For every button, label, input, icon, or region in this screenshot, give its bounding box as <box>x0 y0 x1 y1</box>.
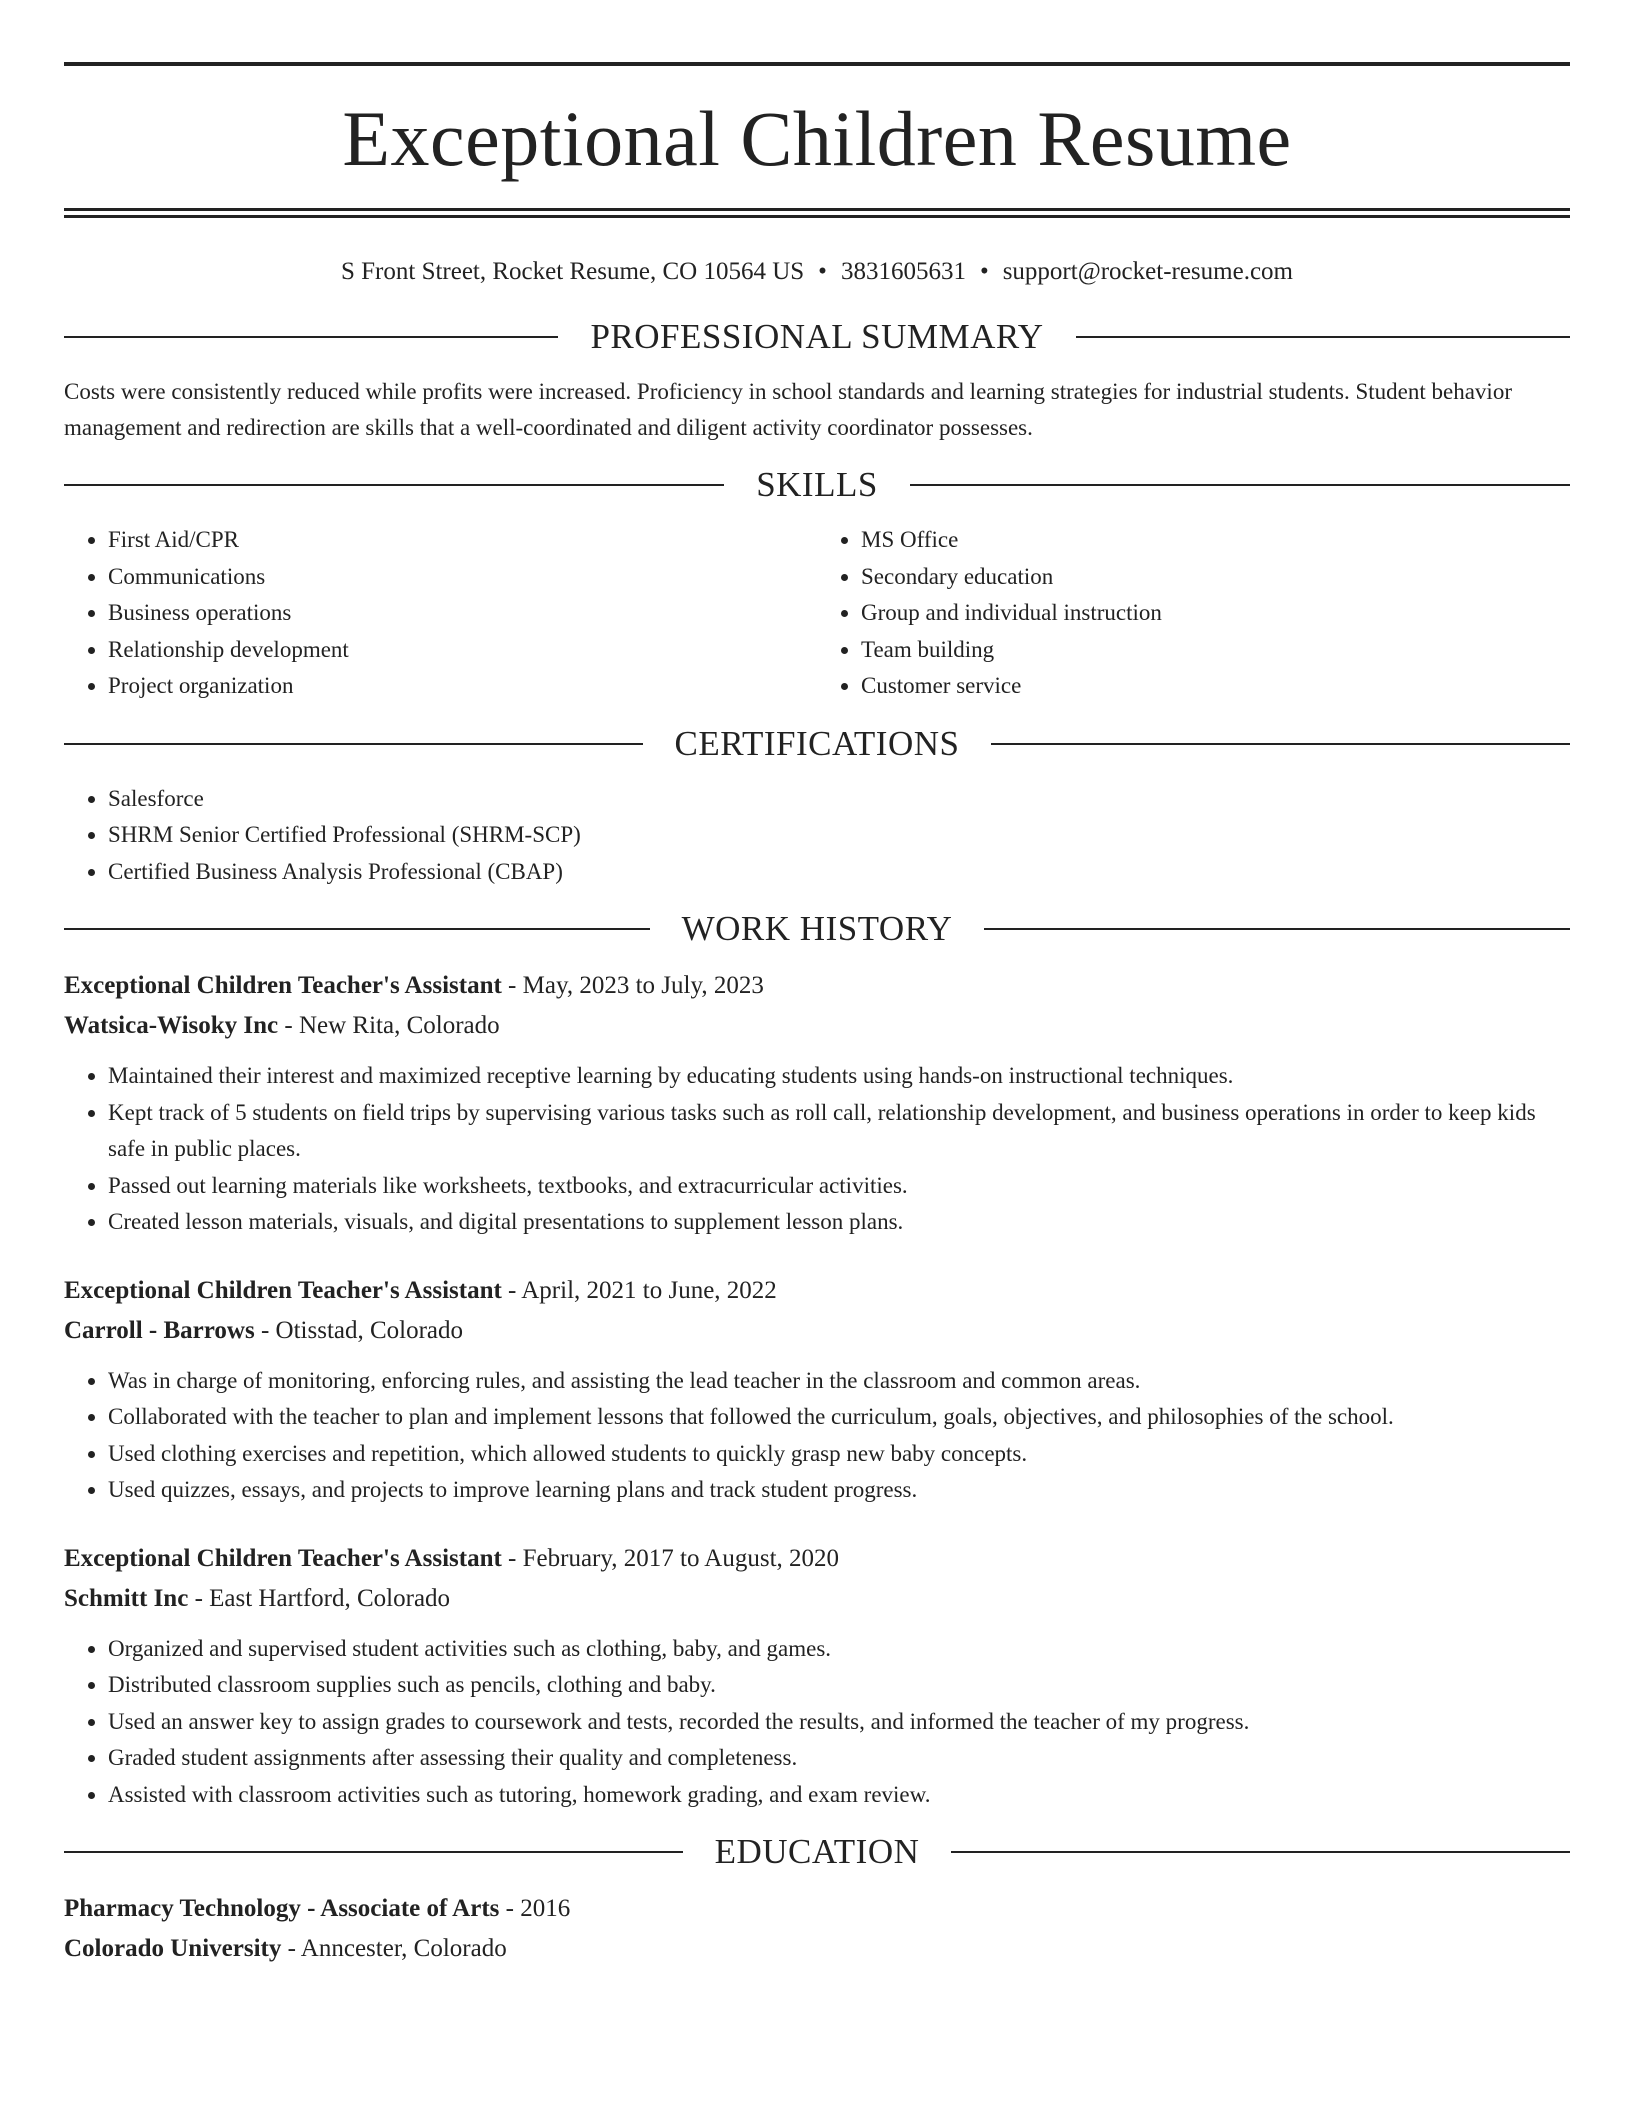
job-company-line <box>64 1006 1570 1046</box>
skill-item: • Relationship development <box>108 632 817 669</box>
job-company: Schmitt Inc <box>64 1584 189 1612</box>
contact-address: S Front Street, Rocket Resume, CO 10564 US <box>340 258 805 285</box>
job-location: - Otisstad, Colorado <box>260 1316 464 1344</box>
section-rule <box>64 484 724 486</box>
section-rule <box>64 928 650 930</box>
job-dates: - May, 2023 to July, 2023 <box>508 972 764 999</box>
job-bullets <box>64 1363 1570 1509</box>
contact-line <box>64 252 1570 292</box>
job-title: Exceptional Children Teacher's Assistant <box>64 1544 502 1572</box>
education-school-line <box>64 1929 1570 1969</box>
education-year: - 2016 <box>505 1895 571 1922</box>
section-header-work-history <box>64 904 1570 954</box>
job-location: - New Rita, Colorado <box>284 1012 500 1039</box>
job-dates: - April, 2021 to June, 2022 <box>508 1276 777 1304</box>
section-header-certifications <box>64 719 1570 769</box>
education-school: Colorado University <box>64 1935 282 1962</box>
skill-item: • Project organization <box>108 668 817 705</box>
job-entry <box>64 1271 1570 1509</box>
job-bullet: • Organized and supervised student activities such as clothing, baby, and games. <box>108 1631 1570 1668</box>
education-degree: Pharmacy Technology - Associate of Arts <box>64 1895 500 1922</box>
section-rule <box>1076 336 1570 338</box>
skill-item: • Group and individual instruction <box>861 595 1570 632</box>
top-rule <box>64 62 1570 66</box>
education-degree-line <box>64 1889 1570 1929</box>
skills-list <box>64 522 1570 705</box>
certification-item: • Certified Business Analysis Professional (CBAP) <box>108 854 1570 891</box>
job-bullet: • Created lesson materials, visuals, and digital presentations to supplement lesson plans. <box>108 1204 1570 1241</box>
section-rule <box>991 743 1570 745</box>
contact-email: support@rocket-resume.com <box>1002 258 1293 285</box>
job-location: - East Hartford, Colorado <box>194 1584 451 1612</box>
job-bullet: • Assisted with classroom activities such as tutoring, homework grading, and exam review. <box>108 1777 1570 1814</box>
section-title: WORK HISTORY <box>681 909 953 948</box>
job-company-line <box>64 1311 1570 1351</box>
job-bullet: • Passed out learning materials like worksheets, textbooks, and extracurricular activities. <box>108 1168 1570 1205</box>
job-title: Exceptional Children Teacher's Assistant <box>64 972 502 999</box>
section-rule <box>910 484 1570 486</box>
job-bullet: • Distributed classroom supplies such as pencils, clothing and baby. <box>108 1667 1570 1704</box>
section-rule <box>64 743 643 745</box>
section-rule <box>64 336 558 338</box>
certification-item: • SHRM Senior Certified Professional (SHRM-SCP) <box>108 817 1570 854</box>
skill-item: • Team building <box>861 632 1570 669</box>
job-bullet: • Collaborated with the teacher to plan and implement lessons that followed the curriculum, goals, objectives, and philosophies of the school. <box>108 1399 1570 1436</box>
section-rule <box>951 1851 1570 1853</box>
contact-separator: • <box>979 258 989 285</box>
section-title: EDUCATION <box>714 1832 920 1871</box>
job-bullet: • Was in charge of monitoring, enforcing rules, and assisting the lead teacher in the classroom and common areas. <box>108 1363 1570 1400</box>
skill-item: • Business operations <box>108 595 817 632</box>
section-rule <box>64 1851 683 1853</box>
job-company-line <box>64 1579 1570 1619</box>
job-bullets <box>64 1058 1570 1241</box>
skills-column-right <box>817 522 1570 705</box>
skill-item: • Communications <box>108 559 817 596</box>
job-company: Watsica-Wisoky Inc <box>64 1012 279 1039</box>
section-title: PROFESSIONAL SUMMARY <box>590 317 1044 356</box>
section-rule <box>984 928 1570 930</box>
job-company: Carroll - Barrows <box>64 1316 255 1344</box>
job-title: Exceptional Children Teacher's Assistant <box>64 1276 502 1304</box>
skill-item: • Secondary education <box>861 559 1570 596</box>
job-bullet: • Maintained their interest and maximized receptive learning by educating students using hands-on instructional techniques. <box>108 1058 1570 1095</box>
job-bullets <box>64 1631 1570 1814</box>
resume-title: Exceptional Children Resume <box>342 95 1292 182</box>
job-bullet: • Kept track of 5 students on field trips by supervising various tasks such as roll call, relationship development, and business operations in order to keep kids safe in public places. <box>108 1095 1570 1168</box>
job-dates: - February, 2017 to August, 2020 <box>508 1544 840 1572</box>
skills-column-left <box>64 522 817 705</box>
section-title: SKILLS <box>756 465 878 504</box>
education-location: - Anncester, Colorado <box>287 1935 507 1962</box>
job-bullet: • Used clothing exercises and repetition, which allowed students to quickly grasp new baby concepts. <box>108 1436 1570 1473</box>
contact-separator: • <box>818 258 827 285</box>
summary-text: Costs were consistently reduced while profits were increased. Proficiency in school standards and learning strategies for industrial students. Student behavior management and redirection are skills that a well-coordinated and diligent activity coordinator possesses. <box>64 379 1512 440</box>
skill-item: • Customer service <box>861 668 1570 705</box>
resume-page <box>64 62 1570 1969</box>
job-bullet: • Used quizzes, essays, and projects to improve learning plans and track student progress. <box>108 1472 1570 1509</box>
job-bullet: • Graded student assignments after assessing their quality and completeness. <box>108 1740 1570 1777</box>
job-title-line <box>64 966 1570 1006</box>
skill-item: • First Aid/CPR <box>108 522 817 559</box>
job-entry <box>64 966 1570 1241</box>
job-entry <box>64 1539 1570 1814</box>
education-entry <box>64 1889 1570 1969</box>
job-title-line <box>64 1271 1570 1311</box>
section-header-summary <box>64 312 1570 362</box>
certifications-list <box>64 781 1570 891</box>
job-bullet: • Used an answer key to assign grades to coursework and tests, recorded the results, and informed the teacher of my progress. <box>108 1704 1570 1741</box>
title-double-rule <box>64 208 1570 218</box>
section-header-education <box>64 1827 1570 1877</box>
contact-phone: 3831605631 <box>840 258 966 285</box>
certification-item: • Salesforce <box>108 781 1570 818</box>
section-header-skills <box>64 460 1570 510</box>
skill-item: • MS Office <box>861 522 1570 559</box>
section-title: CERTIFICATIONS <box>674 723 960 763</box>
job-title-line <box>64 1539 1570 1579</box>
